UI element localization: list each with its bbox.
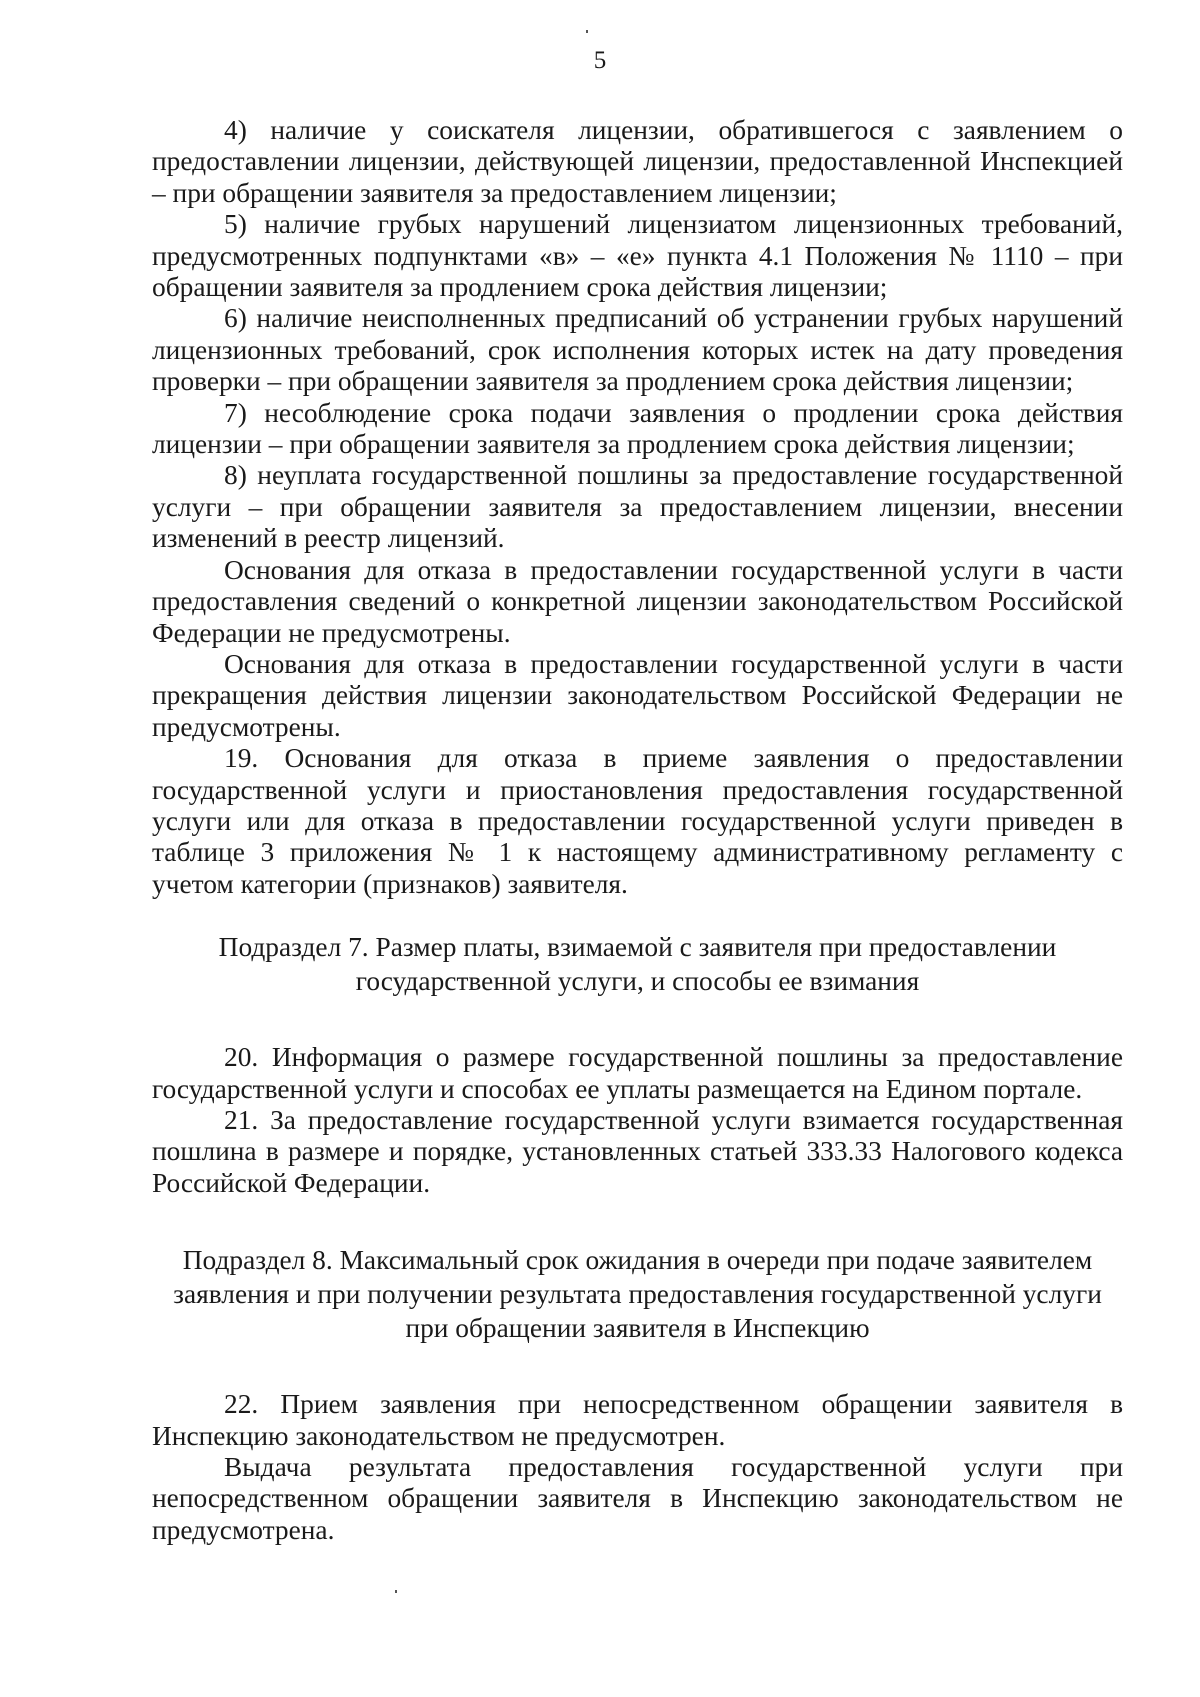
list-item-7: 7) несоблюдение срока подачи заявления о продлении срока действия лицензии – при обращении заявителя за продлением срока действия лицензии; — [152, 397, 1123, 460]
list-item-5: 5) наличие грубых нарушений лицензиатом лицензионных требований, предусмотренных подпунктами «в» – «е» пункта 4.1 Положения № 1110 – при обращении заявителя за продлением срока действия лицензии; — [152, 209, 1123, 303]
list-item-6: 6) наличие неисполненных предписаний об устранении грубых нарушений лицензионных требований, срок исполнения которых истек на дату проведения проверки – при обращении заявителя за продлением срока действия лицензии; — [152, 303, 1123, 397]
subsection-8-heading-line: Подраздел 8. Максимальный срок ожидания в очереди при подаче заявителем — [182, 1245, 1093, 1276]
list-item-4: 4) наличие у соискателя лицензии, обратившегося с заявлением о предоставлении лицензии, действующей лицензии, предоставленной Инспекцией – при обращении заявителя за предоставлением лицензии; — [152, 115, 1123, 208]
scan-speck — [586, 30, 588, 33]
clause-21: 21. За предоставление государственной услуги взимается государственная пошлина в размере и порядке, установленных статьей 333.33 Налогового кодекса Российской Федерации. — [152, 1104, 1123, 1198]
clause-19: 19. Основания для отказа в приеме заявления о предоставлении государственной услуги и приостановления предоставления государственной услуги или для отказа в предоставлении государственной услуги приведен в таблице 3 приложения № 1 к настоящему административному регламенту с учетом категории (признаков) заявителя. — [152, 743, 1123, 899]
list-item-8: 8) неуплата государственной пошлины за предоставление государственной услуги – при обращении заявителя за предоставлением лицензии, внесении изменений в реестр лицензий. — [152, 460, 1123, 554]
clause-22: 22. Прием заявления при непосредственном обращении заявителя в Инспекцию законодательством не предусмотрен. — [152, 1389, 1123, 1451]
subsection-8-heading — [152, 1243, 1123, 1345]
clause-20: 20. Информация о размере государственной пошлины за предоставление государственной услуги и способах ее уплаты размещается на Едином портале. — [152, 1042, 1123, 1104]
paragraph-result-issuance: Выдача результата предоставления государственной услуги при непосредственном обращении заявителя в Инспекцию законодательством не предусмотрена. — [152, 1452, 1123, 1545]
page-number: 5 — [593, 47, 607, 74]
scan-speck — [395, 1590, 397, 1593]
subsection-7-heading — [152, 930, 1123, 998]
subsection-8-heading-line: заявления и при получении результата предоставления государственной услуги — [173, 1279, 1102, 1310]
paragraph-info-refusal: Основания для отказа в предоставлении государственной услуги в части предоставления сведений о конкретной лицензии законодательством Российской Федерации не предусмотрены. — [152, 554, 1123, 648]
subsection-8-heading-line: при обращении заявителя в Инспекцию — [405, 1313, 870, 1344]
document-body — [152, 115, 1123, 1546]
paragraph-termination-refusal: Основания для отказа в предоставлении государственной услуги в части прекращения действия лицензии законодательством Российской Федерации не предусмотрены. — [152, 648, 1123, 742]
subsection-7-heading-line: государственной услуги, и способы ее взимания — [355, 966, 920, 997]
subsection-7-heading-line: Подраздел 7. Размер платы, взимаемой с заявителя при предоставлении — [218, 932, 1057, 963]
